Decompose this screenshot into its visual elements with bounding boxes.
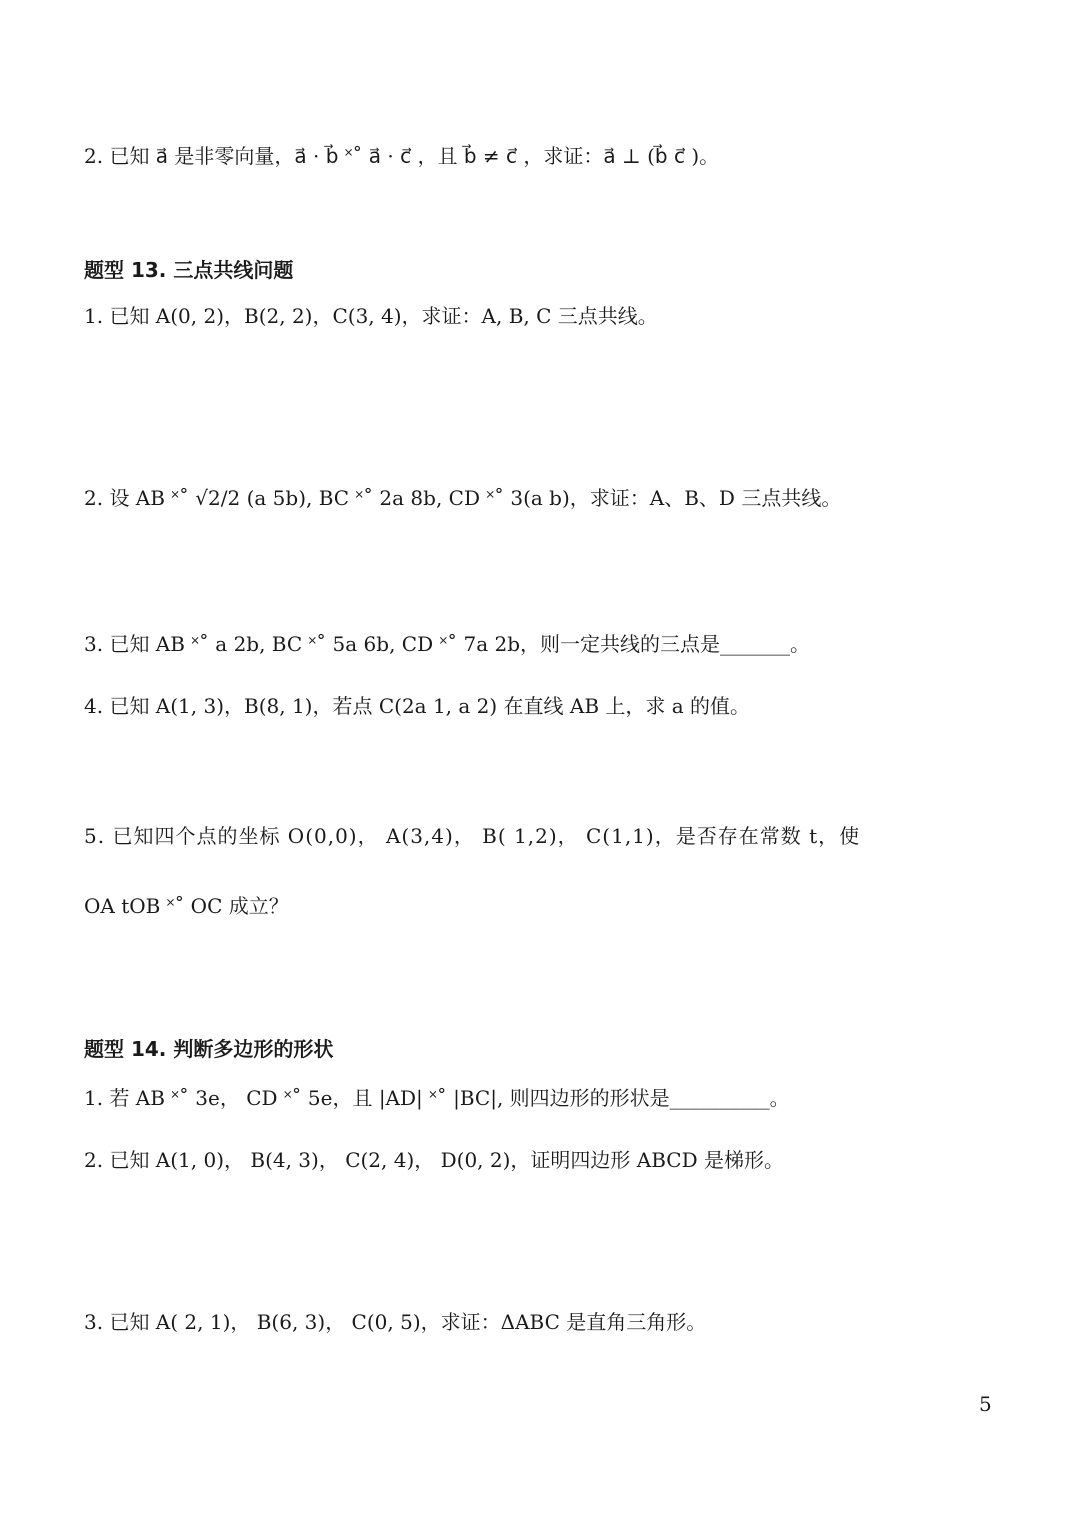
section-heading-14: 题型 14. 判断多边形的形状 xyxy=(84,1037,334,1061)
problem-line-2: 1. 已知 A(0, 2)，B(2, 2)，C(3, 4)，求证：A, B, C 三点共线。 xyxy=(84,304,658,328)
problem-line-10: 2. 已知 A(1, 0)， B(4, 3)， C(2, 4)， D(0, 2)，证明四边形 ABCD 是梯形。 xyxy=(84,1148,784,1172)
problem-line-7: OA tOB ˟˚ OC 成立？ xyxy=(84,894,289,918)
problem-line-3: 2. 设 AB ˟˚ √2/2 (a 5b), BC ˟˚ 2a 8b, CD ˟˚ 3(a b)，求证：A、B、D 三点共线。 xyxy=(84,486,842,510)
problem-line-9: 1. 若 AB ˟˚ 3e， CD ˟˚ 5e，且 |AD| ˟˚ |BC|, 则四边形的形状是__________。 xyxy=(84,1086,790,1110)
problem-line-1: 2. 已知 a⃗ 是非零向量，a⃗ · b⃗ ˟˚ a⃗ · c⃗ ，且 b⃗ ≠ c⃗ ，求证：a⃗ ⊥ (b⃗ c⃗ )。 xyxy=(84,144,720,168)
problem-line-6: 5. 已知四个点的坐标 O(0,0)， A(3,4)， B( 1,2)， C(1,1)，是否存在常数 t，使 xyxy=(84,824,861,848)
problem-line-5: 4. 已知 A(1, 3)，B(8, 1)，若点 C(2a 1, a 2) 在直线 AB 上，求 a 的值。 xyxy=(84,694,751,718)
problem-line-11: 3. 已知 A( 2, 1)， B(6, 3)， C(0, 5)，求证：ΔABC 是直角三角形。 xyxy=(84,1310,707,1334)
problem-line-4: 3. 已知 AB ˟˚ a 2b, BC ˟˚ 5a 6b, CD ˟˚ 7a 2b，则一定共线的三点是_______。 xyxy=(84,632,811,656)
section-heading-13: 题型 13. 三点共线问题 xyxy=(84,258,294,282)
page-number: 5 xyxy=(979,1392,992,1416)
